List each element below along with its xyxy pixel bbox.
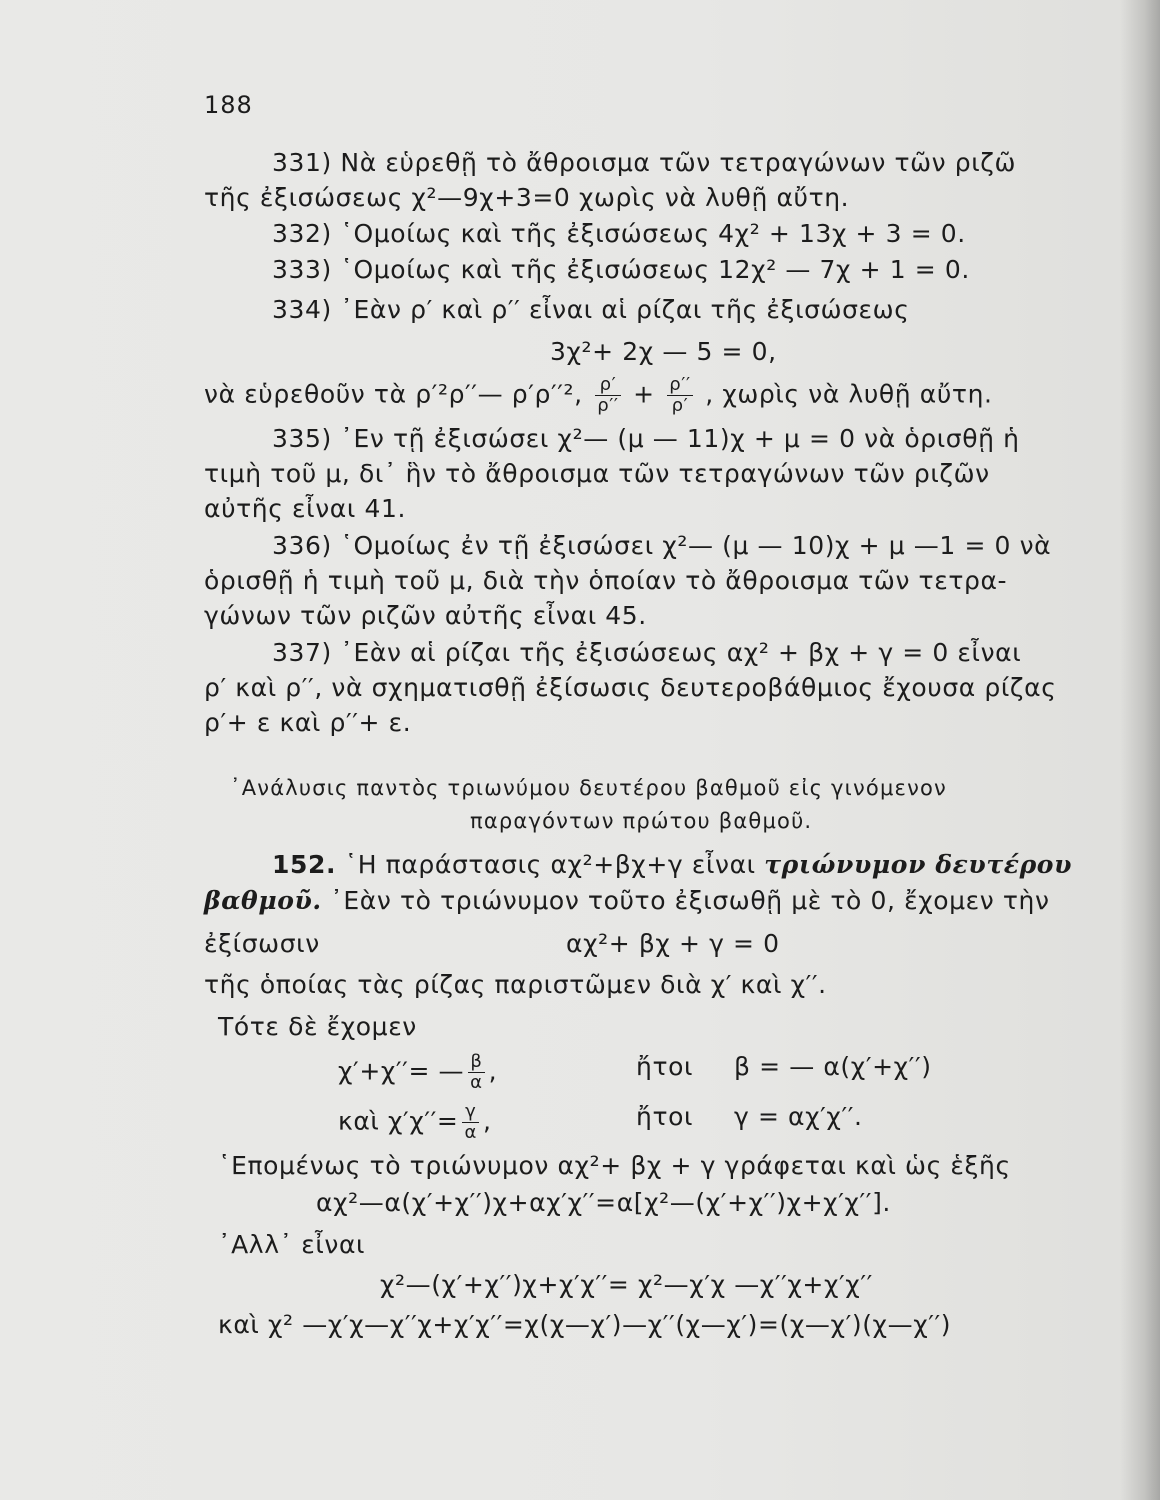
exercise-335-line-3: αὐτῆς εἶναι 41. bbox=[204, 494, 407, 523]
section-heading-line-1: ᾿Ανάλυσις παντὸς τριωνύμου δευτέρου βαθμοῦ εἰς γινόμενον bbox=[230, 776, 947, 800]
comma: , bbox=[488, 1056, 498, 1086]
fraction-numerator: β bbox=[468, 1052, 484, 1073]
section-152-text-a: ῾Η παράστασις αχ²+βχ+γ εἶναι bbox=[344, 850, 756, 879]
exercise-331-line-1: 331) Νὰ εὑρεθῇ τὸ ἄθροισμα τῶν τετραγώνων τῶν ριζῶ bbox=[272, 148, 1017, 177]
exercise-337-line-2: ρ′ καὶ ρ′′, νὰ σχηματισθῇ ἐξίσωσις δευτεροβάθμιος ἔχουσα ρίζας bbox=[204, 673, 1057, 702]
section-152-line-8: ᾿Αλλ᾽ εἶναι bbox=[218, 1230, 366, 1259]
fraction-denominator: α bbox=[464, 1122, 477, 1143]
vieta-product-text: καὶ χ′χ′′= bbox=[338, 1106, 459, 1136]
vieta-product-rhs: γ = αχ′χ′′. bbox=[734, 1102, 863, 1131]
exercise-336-line-3: γώνων τῶν ριζῶν αὐτῆς εἶναι 45. bbox=[204, 601, 647, 630]
exercise-334-line-1: 334) ᾿Εὰν ρ′ καὶ ρ′′ εἶναι αἱ ρίζαι τῆς ἐξισώσεως bbox=[272, 295, 910, 324]
section-heading-line-2: παραγόντων πρώτου βαθμοῦ. bbox=[470, 809, 813, 833]
fraction-gamma-over-alpha bbox=[462, 1102, 478, 1143]
exercise-332: 332) ῾Ομοίως καὶ τῆς ἐξισώσεως 4χ² + 13χ + 3 = 0. bbox=[272, 219, 966, 248]
fraction-numerator: γ bbox=[462, 1102, 478, 1123]
exercise-334-line-3 bbox=[204, 375, 993, 416]
hetoi-word-1: ἤτοι bbox=[636, 1052, 694, 1081]
section-152-text-b: ᾿Εὰν τὸ τριώνυμον τοῦτο ἐξισωθῇ μὲ τὸ 0, ἔχομεν τὴν bbox=[330, 886, 1050, 915]
exercise-337-line-1: 337) ᾿Εὰν αἱ ρίζαι τῆς ἐξισώσεως αχ² + βχ + γ = 0 εἶναι bbox=[272, 638, 1022, 667]
exercise-335-line-2: τιμὴ τοῦ μ, δι᾽ ἣν τὸ ἄθροισμα τῶν τετραγώνων τῶν ριζῶν bbox=[204, 459, 990, 488]
vieta-product-lhs bbox=[338, 1102, 492, 1143]
exercise-334-text-b: , χωρὶς νὰ λυθῇ αὔτη. bbox=[705, 379, 993, 409]
section-152-line-5: Τότε δὲ ἔχομεν bbox=[218, 1012, 417, 1041]
fraction-denominator: ρ′ bbox=[671, 395, 689, 416]
hetoi-word-2: ἤτοι bbox=[636, 1102, 694, 1131]
exercise-333: 333) ῾Ομοίως καὶ τῆς ἐξισώσεως 12χ² — 7χ + 1 = 0. bbox=[272, 255, 970, 284]
page-number: 188 bbox=[204, 91, 253, 119]
fraction-denominator: ρ′′ bbox=[597, 395, 619, 416]
exercise-336-line-2: ὁρισθῇ ἡ τιμὴ τοῦ μ, διὰ τὴν ὁποίαν τὸ ἄθροισμα τῶν τετρα- bbox=[204, 566, 1008, 595]
exercise-331-line-2: τῆς ἐξισώσεως χ²—9χ+3=0 χωρὶς νὰ λυθῇ αὔτη. bbox=[204, 183, 850, 212]
section-152-line-3-label: ἐξίσωσιν bbox=[204, 929, 320, 958]
section-152-line-2 bbox=[204, 886, 1050, 916]
trinomial-equation: αχ²+ βχ + γ = 0 bbox=[566, 929, 780, 958]
exercise-334-equation: 3χ²+ 2χ — 5 = 0, bbox=[550, 337, 777, 366]
fraction-numerator: ρ′ bbox=[595, 375, 620, 396]
section-152-line-1 bbox=[272, 850, 1072, 880]
fraction-numerator: ρ′′ bbox=[669, 374, 691, 395]
section-152-line-7: αχ²—α(χ′+χ′′)χ+αχ′χ′′=α[χ²—(χ′+χ′′)χ+χ′χ′′]. bbox=[316, 1188, 891, 1217]
exercise-335-line-1: 335) ᾿Εν τῇ ἐξισώσει χ²— (μ — 11)χ + μ = 0 νὰ ὁρισθῇ ἡ bbox=[272, 424, 1020, 453]
fraction-rho1-over-rho2 bbox=[595, 375, 620, 416]
book-spine-shadow bbox=[1120, 0, 1160, 1500]
plus-sign: + bbox=[633, 379, 655, 409]
exercise-336-line-1: 336) ῾Ομοίως ἐν τῇ ἐξισώσει χ²— (μ — 10)χ + μ —1 = 0 νὰ bbox=[272, 531, 1052, 560]
emphasis-term-end: βαθμοῦ. bbox=[204, 886, 322, 915]
vieta-sum-lhs bbox=[338, 1052, 497, 1093]
fraction-denominator: α bbox=[470, 1072, 483, 1093]
exercise-334-text-a: νὰ εὑρεθοῦν τὰ ρ′²ρ′′— ρ′ρ′′², bbox=[204, 379, 583, 409]
fraction-beta-over-alpha bbox=[468, 1052, 484, 1093]
exercise-337-line-3: ρ′+ ε καὶ ρ′′+ ε. bbox=[204, 708, 412, 737]
section-152-line-4: τῆς ὁποίας τὰς ρίζας παριστῶμεν διὰ χ′ καὶ χ′′. bbox=[204, 970, 827, 999]
section-152-line-6: ῾Επομένως τὸ τριώνυμον αχ²+ βχ + γ γράφεται καὶ ὡς ἑξῆς bbox=[218, 1151, 1011, 1180]
vieta-sum-text: χ′+χ′′= — bbox=[338, 1056, 465, 1086]
section-152-line-10: καὶ χ² —χ′χ—χ′′χ+χ′χ′′=χ(χ—χ′)—χ′′(χ—χ′)=(χ—χ′)(χ—χ′′) bbox=[218, 1310, 952, 1339]
comma: , bbox=[482, 1106, 492, 1136]
emphasis-term: τριώνυμον δευτέρου bbox=[764, 850, 1073, 879]
section-152-line-9: χ²—(χ′+χ′′)χ+χ′χ′′= χ²—χ′χ —χ′′χ+χ′χ′′ bbox=[380, 1270, 873, 1299]
section-number: 152. bbox=[272, 850, 337, 879]
vieta-sum-rhs: β = — α(χ′+χ′′) bbox=[734, 1052, 932, 1081]
fraction-rho2-over-rho1 bbox=[667, 375, 692, 416]
